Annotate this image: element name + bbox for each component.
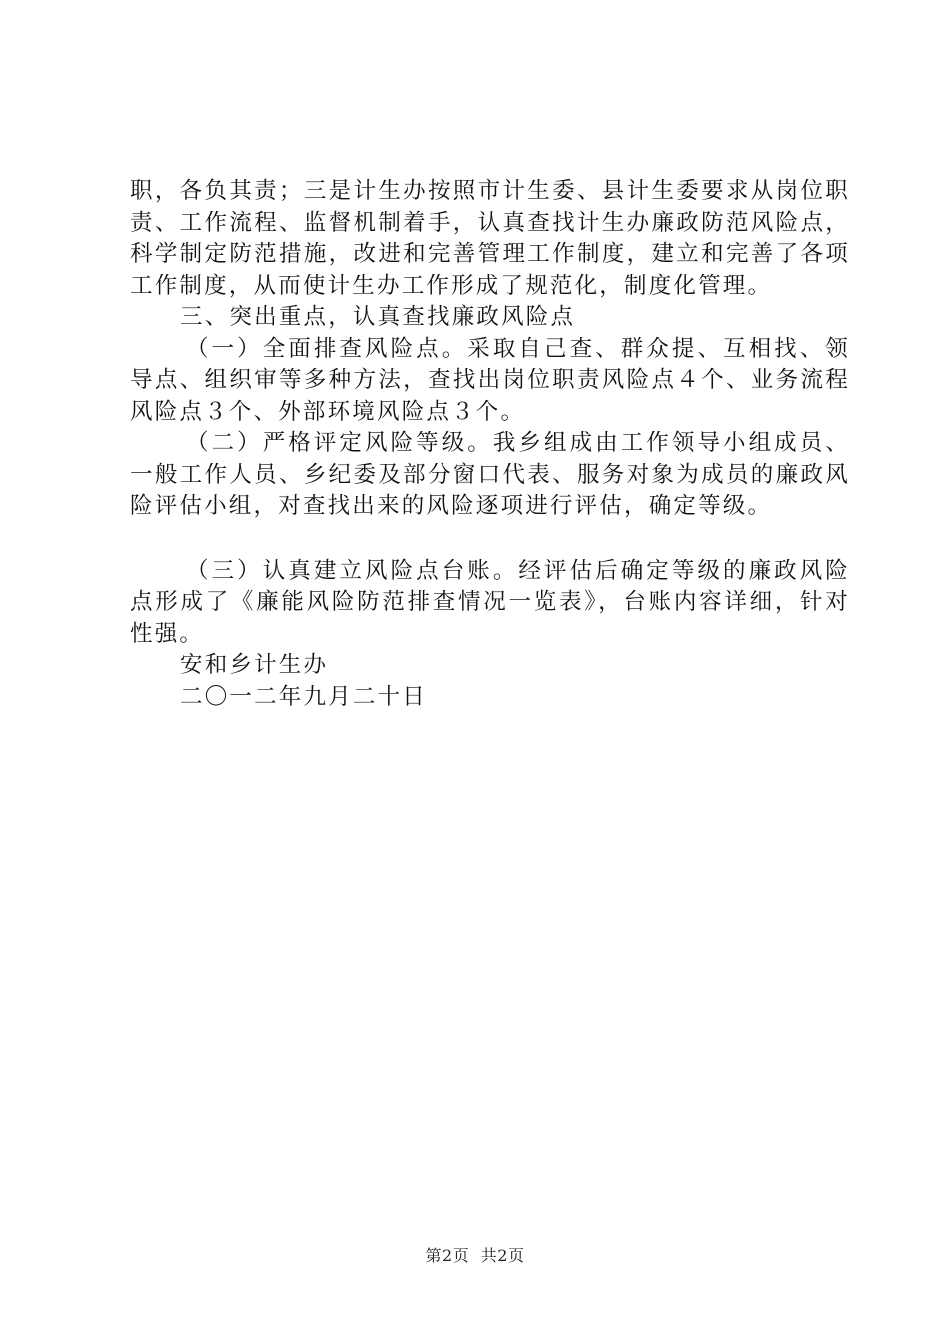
paragraph-item-1: （一）全面排查风险点。采取自己查、群众提、互相找、领导点、组织审等多种方法，查找出岗位职责风险点４个、业务流程风险点３个、外部环境风险点３个。 [130, 335, 850, 425]
page-footer [0, 1243, 950, 1266]
paragraph-item-2: （二）严格评定风险等级。我乡组成由工作领导小组成员、一般工作人员、乡纪委及部分窗口代表、服务对象为成员的廉政风险评估小组，对查找出来的风险逐项进行评估，确定等级。 [130, 430, 850, 519]
paragraph-spacer [130, 523, 850, 556]
signature-date: 二〇一二年九月二十日 [180, 683, 428, 710]
page-total: 共2页 [480, 1246, 525, 1265]
section-heading: 三、突出重点，认真查找廉政风险点 [180, 304, 576, 330]
document-body [130, 176, 850, 713]
signature-organization: 安和乡计生办 [180, 652, 329, 678]
paragraph-continuation: 职，各负其责；三是计生办按照市计生委、县计生委要求从岗位职责、工作流程、监督机制着手，认真查找计生办廉政防范风险点，科学制定防范措施，改进和完善管理工作制度，建立和完善了各项工作制度，从而使计生办工作形成了规范化，制度化管理。 [130, 178, 850, 299]
paragraph-item-3: （三）认真建立风险点台账。经评估后确定等级的廉政风险点形成了《廉能风险防范排查情况一览表》，台账内容详细，针对性强。 [130, 557, 850, 647]
page-number: 第2页 [425, 1246, 470, 1265]
